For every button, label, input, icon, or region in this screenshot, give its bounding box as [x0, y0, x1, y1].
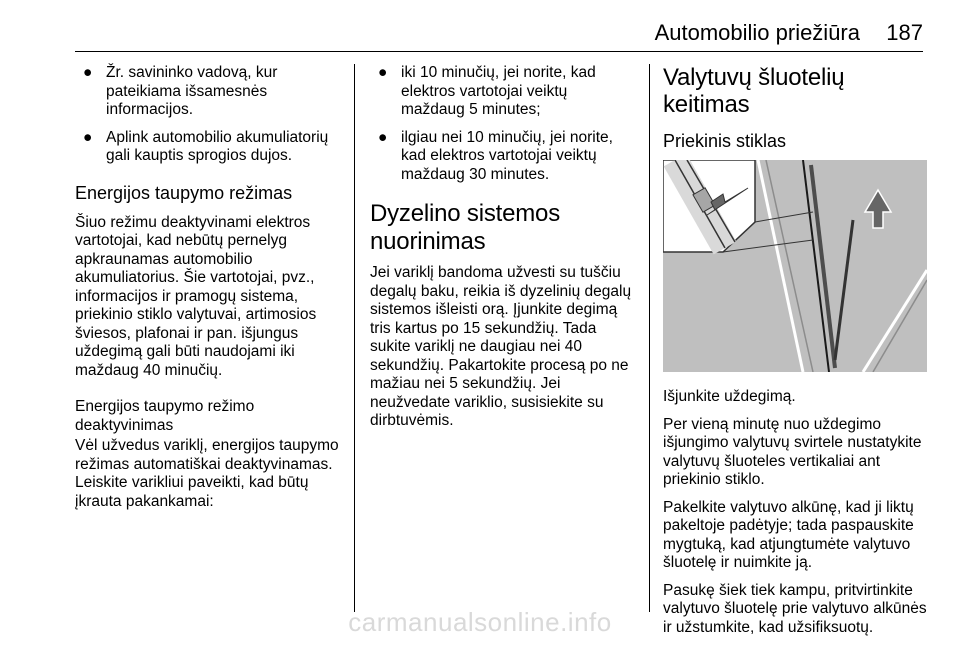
list-item	[75, 129, 350, 166]
column-3	[663, 64, 927, 646]
section-heading: Valytuvų šluotelių keitimas	[663, 64, 845, 118]
column-separator	[354, 64, 355, 612]
list-item-text: ilgiau nei 10 minučių, jei norite, kad elektros vartotojai veiktų maždaug 30 minutes.	[401, 128, 613, 183]
section-heading: Dyzelino sistemos nuorinimas	[370, 200, 560, 255]
page-title: Automobilio priežiūra	[654, 20, 860, 45]
bullet-icon: ●	[83, 64, 93, 81]
bullet-icon: ●	[378, 64, 388, 81]
header-rule	[75, 51, 923, 52]
paragraph: Pakelkite valytuvo alkūnę, kad ji liktų pakeltoje padėtyje; tada paspauskite mygtuką, kad atjungtumėte valytuvo šluotelę ir nuimkite ją.	[663, 498, 914, 571]
list-item	[370, 64, 635, 120]
paragraph: Išjunkite uždegimą.	[663, 388, 796, 405]
list-item-text: Aplink automobilio akumuliatorių gali kauptis sprogios dujos.	[106, 128, 329, 164]
section-heading: Energijos taupymo režimas	[75, 182, 293, 203]
list-item-text: Žr. savininko vadovą, kur pateikiama išsamesnės informacijos.	[106, 64, 278, 118]
subsection-heading: Priekinis stiklas	[663, 131, 787, 151]
bullet-icon: ●	[83, 128, 93, 146]
paragraph: Pasukę šiek tiek kampu, pritvirtinkite valytuvo šluotelę prie valytuvo alkūnės ir užstumkite, kad užsifiksuotų.	[663, 581, 927, 636]
page-header	[0, 0, 960, 52]
column-separator	[649, 64, 650, 612]
list-item	[370, 129, 635, 185]
column-2	[370, 64, 635, 440]
bullet-icon: ●	[378, 128, 388, 146]
paragraph: Jei variklį bandoma užvesti su tuščiu degalų baku, reikia iš dyzelinių degalų sistemos išleisti orą. Įjunkite degimą tris kartus po 15 sekundžių. Tada sukite variklį ne daugiau nei 40 sekundžių. Pakartokite procesą po ne mažiau nei 5 sekundžių. Jei neužvedate variklio, susisiekite su dirbtuvėmis.	[370, 264, 632, 429]
paragraph: Per vieną minutę nuo uždegimo išjungimo valytuvų svirtele nustatykite valytuvų šluoteles vertikaliai ant priekinio stiklo.	[663, 415, 922, 488]
wiper-illustration	[663, 160, 927, 372]
paragraph: Vėl užvedus variklį, energijos taupymo režimas automatiškai deaktyvinamas. Leiskite varikliui paveikti, kad būtų įkrauta pakankamai:	[75, 437, 339, 510]
watermark: carmanualsonline.info	[348, 607, 612, 637]
list-item	[75, 64, 350, 120]
column-1	[75, 64, 350, 520]
subsection-heading: Energijos taupymo režimo deaktyvinimas	[75, 398, 255, 434]
list-item-text: iki 10 minučių, jei norite, kad elektros vartotojai veiktų maždaug 5 minutes;	[401, 64, 596, 118]
page-number: 187	[886, 20, 923, 45]
paragraph: Šiuo režimu deaktyvinami elektros vartotojai, kad nebūtų pernelyg apkraunamas automobilio akumuliatorius. Šie vartotojai, pvz., informacijos ir pramogų sistema, priekinio stiklo valytuvai, artimosios šviesos, plafonai ir pan. išjungus uždegimą gali būti naudojami iki maždaug 40 minučių.	[75, 213, 317, 379]
